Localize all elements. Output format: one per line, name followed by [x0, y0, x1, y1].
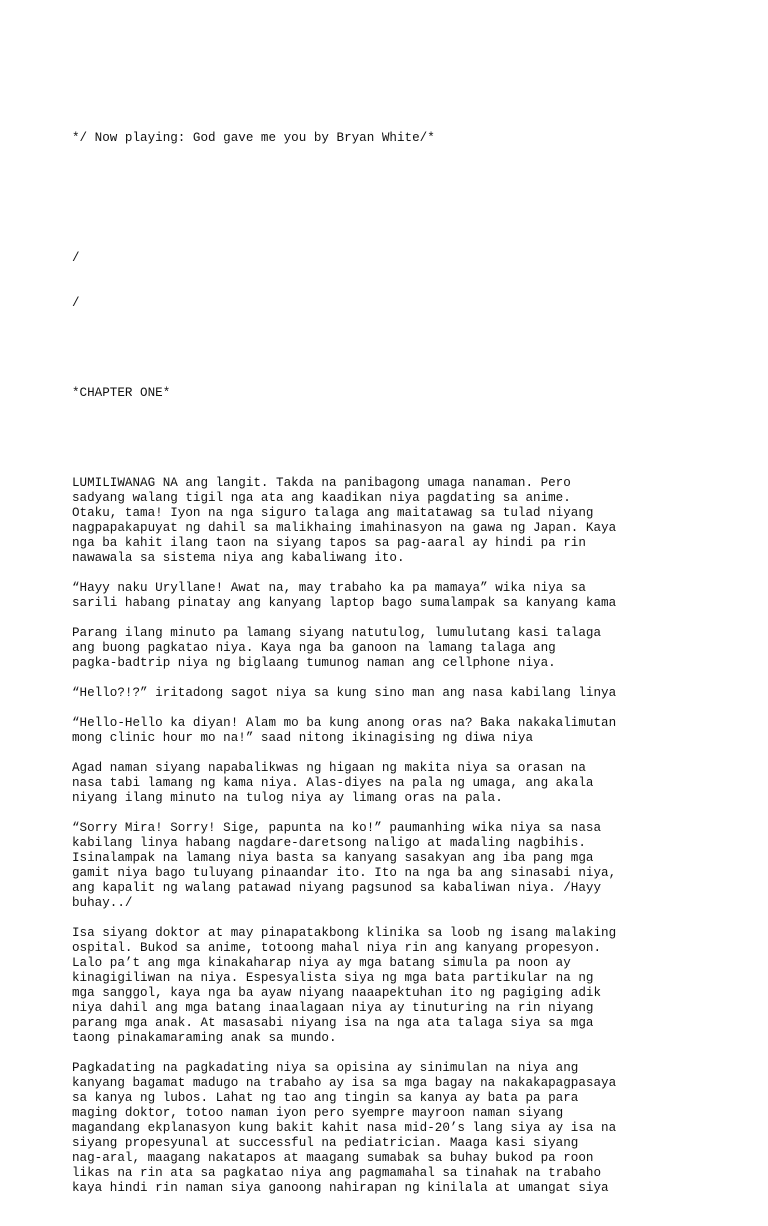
- paragraph: [72, 686, 732, 701]
- paragraph-line: likas na rin ata sa pagkatao niya ang pagmamahal sa tinahak na trabaho: [72, 1166, 602, 1180]
- paragraph: [72, 716, 732, 746]
- now-playing-line: */ Now playing: God gave me you by Bryan White/*: [72, 131, 435, 145]
- blank-space: [72, 1046, 732, 1061]
- blank-space: [72, 176, 732, 221]
- blank-space: [72, 806, 732, 821]
- paragraph-line: sadyang walang tigil nga ata ang kaadikan niya pagdating sa anime.: [72, 491, 571, 505]
- paragraph-line: Agad naman siyang napabalikwas ng higaan ng makita niya sa orasan na: [72, 761, 586, 775]
- paragraph-line: mga sanggol, kaya nga ba ayaw niyang naaapektuhan ito ng pagiging adik: [72, 986, 602, 1000]
- separator-line: /: [72, 296, 80, 310]
- paragraph-line: kabilang linya habang nagdare-daretsong naligo at madaling nagbihis.: [72, 836, 586, 850]
- paragraph-line: “Hello-Hello ka diyan! Alam mo ba kung anong oras na? Baka nakakalimutan: [72, 716, 617, 730]
- paragraph: [72, 761, 732, 806]
- paragraph-line: magandang ekplanasyon kung bakit kahit nasa mid-20’s lang siya ay isa na: [72, 1121, 617, 1135]
- blank-space: [72, 746, 732, 761]
- paragraph-line: kinagigiliwan na niya. Espesyalista siya ng mga bata partikular na ng: [72, 971, 594, 985]
- paragraph-line: gamit niya bago tuluyang pinaandar ito. Ito na nga ba ang sinasabi niya,: [72, 866, 617, 880]
- paragraph-line: “Hello?!?” iritadong sagot niya sa kung sino man ang nasa kabilang linya: [72, 686, 617, 700]
- paragraph-line: Parang ilang minuto pa lamang siyang natutulog, lumulutang kasi talaga: [72, 626, 602, 640]
- paragraph-line: nawawala sa sistema niya ang kabaliwang ito.: [72, 551, 405, 565]
- chapter-heading: *CHAPTER ONE*: [72, 386, 171, 400]
- paragraph-line: nasa tabi lamang ng kama niya. Alas-diyes na pala ng umaga, ang akala: [72, 776, 594, 790]
- paragraph-line: taong pinakamaraming anak sa mundo.: [72, 1031, 337, 1045]
- paragraph-line: parang mga anak. At masasabi niyang isa na nga ata talaga siya sa mga: [72, 1016, 594, 1030]
- paragraph-line: sa kanya ng lubos. Lahat ng tao ang tingin sa kanya ay bata pa para: [72, 1091, 579, 1105]
- paragraph: [72, 476, 732, 566]
- paragraph-line: nag-aral, maagang nakatapos at maagang sumabak sa buhay bukod pa roon: [72, 1151, 594, 1165]
- paragraph: [72, 626, 732, 671]
- paragraph: [72, 581, 732, 611]
- paragraph-line: Lalo pa’t ang mga kinakaharap niya ay mga batang simula pa noon ay: [72, 956, 571, 970]
- paragraph-line: ang buong pagkatao niya. Kaya nga ba ganoon na lamang talaga ang: [72, 641, 556, 655]
- paragraph-line: Otaku, tama! Iyon na nga siguro talaga ang maitatawag sa tulad niyang: [72, 506, 594, 520]
- paragraph-line: buhay../: [72, 896, 133, 910]
- paragraph-line: “Hayy naku Uryllane! Awat na, may trabaho ka pa mamaya” wika niya sa: [72, 581, 586, 595]
- paragraph-line: niyang ilang minuto na tulog niya ay limang oras na pala.: [72, 791, 503, 805]
- paragraph-line: kaya hindi rin naman siya ganoong nahirapan ng kinilala at umangat siya: [72, 1181, 609, 1195]
- paragraph-line: mong clinic hour mo na!” saad nitong ikinagising ng diwa niya: [72, 731, 534, 745]
- paragraph-line: ang kapalit ng walang patawad niyang pagsunod sa kabaliwan niya. /Hayy: [72, 881, 602, 895]
- blank-space: [72, 701, 732, 716]
- blank-space: [72, 566, 732, 581]
- blank-space: [72, 671, 732, 686]
- paragraph: [72, 821, 732, 911]
- paragraph-line: “Sorry Mira! Sorry! Sige, papunta na ko!” paumanhing wika niya sa nasa: [72, 821, 602, 835]
- paragraph-line: Pagkadating na pagkadating niya sa opisina ay sinimulan na niya ang: [72, 1061, 579, 1075]
- paragraph-line: siyang propesyunal at successful na pediatrician. Maaga kasi siyang: [72, 1136, 579, 1150]
- blank-space: [72, 431, 732, 446]
- paragraph-line: Isinalampak na lamang niya basta sa kanyang sasakyan ang iba pang mga: [72, 851, 594, 865]
- paragraph-line: Isa siyang doktor at may pinapatakbong klinika sa loob ng isang malaking: [72, 926, 617, 940]
- paragraph-line: nagpapakapuyat ng dahil sa malikhaing imahinasyon na gawa ng Japan. Kaya: [72, 521, 617, 535]
- paragraph-line: maging doktor, totoo naman iyon pero syempre mayroon naman siyang: [72, 1106, 564, 1120]
- paragraph-line: nga ba kahit ilang taon na siyang tapos sa pag-aaral ay hindi pa rin: [72, 536, 586, 550]
- blank-space: [72, 611, 732, 626]
- paragraph: [72, 1061, 732, 1196]
- separator-line: /: [72, 251, 80, 265]
- paragraph-line: kanyang bagamat madugo na trabaho ay isa sa mga bagay na nakakapagpasaya: [72, 1076, 617, 1090]
- paragraph-line: pagka-badtrip niya ng biglaang tumunog naman ang cellphone niya.: [72, 656, 556, 670]
- paragraph: [72, 926, 732, 1046]
- blank-space: [72, 911, 732, 926]
- paragraph-line: LUMILIWANAG NA ang langit. Takda na panibagong umaga nanaman. Pero: [72, 476, 571, 490]
- blank-space: [72, 341, 732, 356]
- paragraph-list: [72, 476, 732, 1196]
- paragraph-line: ospital. Bukod sa anime, totoong mahal niya rin ang kanyang propesyon.: [72, 941, 602, 955]
- paragraph-line: sarili habang pinatay ang kanyang laptop bago sumalampak sa kanyang kama: [72, 596, 617, 610]
- document-body: [72, 101, 732, 1226]
- paragraph-line: niya dahil ang mga batang inaalagaan niya ay tinuturing na rin niyang: [72, 1001, 594, 1015]
